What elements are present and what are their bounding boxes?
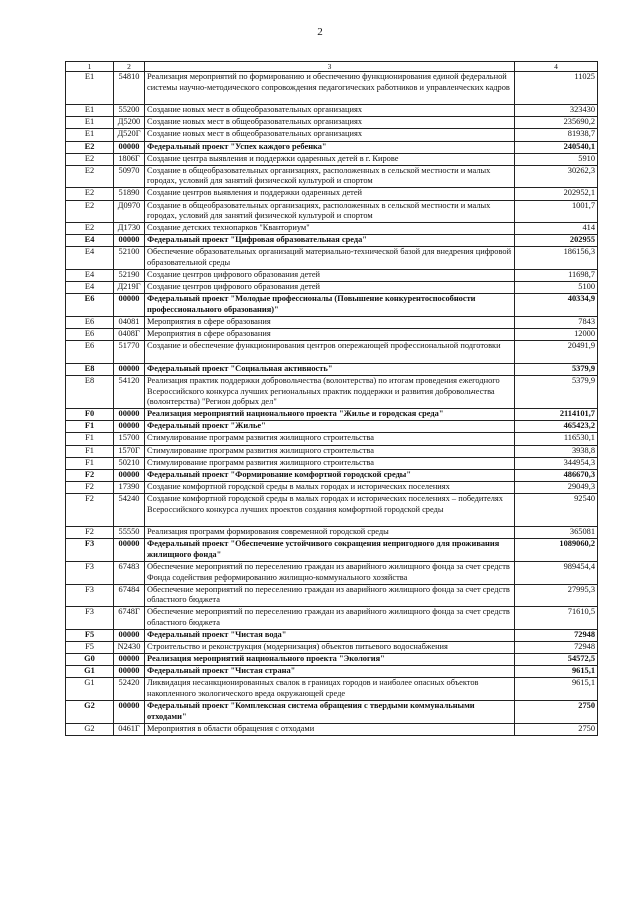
row-subcode: 50210 xyxy=(114,457,145,469)
row-amount: 72948 xyxy=(515,630,598,642)
row-name: Ликвидация несанкционированных свалок в границах городов и наиболее опасных объектов накопленного экологического вреда окружающей среде xyxy=(145,678,515,701)
row-subcode: 00000 xyxy=(114,630,145,642)
table-row xyxy=(66,433,598,445)
row-name: Реализация мероприятий национального проекта "Экология" xyxy=(145,654,515,666)
row-subcode: 55200 xyxy=(114,105,145,117)
row-code: E1 xyxy=(66,105,114,117)
table-row xyxy=(66,723,598,735)
table-row xyxy=(66,469,598,481)
budget-table xyxy=(65,61,598,736)
row-amount: 5100 xyxy=(515,282,598,294)
row-code: E6 xyxy=(66,329,114,341)
row-name: Обеспечение мероприятий по переселению граждан из аварийного жилищного фонда за счет средств областного бюджета xyxy=(145,607,515,630)
row-name: Обеспечение мероприятий по переселению граждан из аварийного жилищного фонда за счет средств Фонда содействия реформированию жилищно-коммунального хозяйства xyxy=(145,561,515,584)
table-row xyxy=(66,493,598,526)
table-row xyxy=(66,630,598,642)
table-row xyxy=(66,666,598,678)
row-name: Создание новых мест в общеобразовательных организациях xyxy=(145,117,515,129)
table-row xyxy=(66,654,598,666)
row-code: G0 xyxy=(66,654,114,666)
table-row xyxy=(66,527,598,539)
page-number: 2 xyxy=(317,26,323,38)
row-code: E1 xyxy=(66,117,114,129)
row-subcode: Д0970 xyxy=(114,200,145,223)
row-subcode: 6748Г xyxy=(114,607,145,630)
row-subcode: N2430 xyxy=(114,642,145,654)
row-name: Стимулирование программ развития жилищного строительства xyxy=(145,457,515,469)
column-number-1: 1 xyxy=(66,62,114,72)
table-row xyxy=(66,105,598,117)
row-name: Федеральный проект "Молодые профессионалы (Повышение конкурентоспособности профессионального образования)" xyxy=(145,294,515,317)
table-row xyxy=(66,701,598,724)
table-row xyxy=(66,539,598,562)
row-name: Создание в общеобразовательных организациях, расположенных в сельской местности и малых городах, условий для занятий физической культурой и спортом xyxy=(145,200,515,223)
row-code: E4 xyxy=(66,235,114,247)
row-amount: 2114101,7 xyxy=(515,409,598,421)
row-name: Создание центров цифрового образования детей xyxy=(145,282,515,294)
row-code: E6 xyxy=(66,294,114,317)
row-code: E4 xyxy=(66,282,114,294)
table-row xyxy=(66,457,598,469)
table-row xyxy=(66,129,598,141)
row-name: Строительство и реконструкция (модернизация) объектов питьевого водоснабжения xyxy=(145,642,515,654)
row-amount: 5379,9 xyxy=(515,375,598,408)
row-subcode: 67484 xyxy=(114,584,145,607)
row-name: Создание комфортной городской среды в малых городах и исторических поселениях xyxy=(145,481,515,493)
row-amount: 116530,1 xyxy=(515,433,598,445)
row-name: Мероприятия в сфере образования xyxy=(145,329,515,341)
row-code: E6 xyxy=(66,341,114,364)
row-name: Федеральный проект "Успех каждого ребенка" xyxy=(145,141,515,153)
row-subcode: 1806Г xyxy=(114,153,145,165)
row-code: E1 xyxy=(66,72,114,105)
row-code: F5 xyxy=(66,630,114,642)
row-code: G1 xyxy=(66,666,114,678)
column-number-row xyxy=(66,62,598,72)
row-amount: 486670,3 xyxy=(515,469,598,481)
row-amount: 5910 xyxy=(515,153,598,165)
row-subcode: Д5200 xyxy=(114,117,145,129)
row-amount: 2750 xyxy=(515,701,598,724)
row-name: Обеспечение мероприятий по переселению граждан из аварийного жилищного фонда за счет средств областного бюджета xyxy=(145,584,515,607)
table-row xyxy=(66,678,598,701)
table-row xyxy=(66,421,598,433)
row-code: F1 xyxy=(66,421,114,433)
row-subcode: 00000 xyxy=(114,421,145,433)
table-row xyxy=(66,481,598,493)
row-amount: 465423,2 xyxy=(515,421,598,433)
row-subcode: 50970 xyxy=(114,165,145,188)
row-subcode: 54120 xyxy=(114,375,145,408)
row-amount: 72948 xyxy=(515,642,598,654)
row-amount: 9615,1 xyxy=(515,666,598,678)
row-amount: 92540 xyxy=(515,493,598,526)
row-code: G2 xyxy=(66,701,114,724)
row-subcode: 54810 xyxy=(114,72,145,105)
row-subcode: 00000 xyxy=(114,539,145,562)
row-subcode: 00000 xyxy=(114,363,145,375)
row-code: F3 xyxy=(66,607,114,630)
row-name: Создание новых мест в общеобразовательных организациях xyxy=(145,129,515,141)
row-amount: 202955 xyxy=(515,235,598,247)
row-code: F1 xyxy=(66,433,114,445)
row-name: Мероприятия в области обращения с отходами xyxy=(145,723,515,735)
row-subcode: 1570Г xyxy=(114,445,145,457)
table-row xyxy=(66,247,598,270)
row-amount: 202952,1 xyxy=(515,188,598,200)
table-row xyxy=(66,375,598,408)
row-code: F2 xyxy=(66,481,114,493)
row-name: Федеральный проект "Формирование комфортной городской среды" xyxy=(145,469,515,481)
row-code: F2 xyxy=(66,493,114,526)
row-subcode: 67483 xyxy=(114,561,145,584)
table-row xyxy=(66,141,598,153)
row-amount: 9615,1 xyxy=(515,678,598,701)
row-amount: 81938,7 xyxy=(515,129,598,141)
row-subcode: 00000 xyxy=(114,701,145,724)
row-amount: 40334,9 xyxy=(515,294,598,317)
table-row xyxy=(66,117,598,129)
row-name: Федеральный проект "Жилье" xyxy=(145,421,515,433)
row-subcode: Д1730 xyxy=(114,223,145,235)
row-name: Создание центров цифрового образования детей xyxy=(145,270,515,282)
row-amount: 1089060,2 xyxy=(515,539,598,562)
row-name: Создание центра выявления и поддержки одаренных детей в г. Кирове xyxy=(145,153,515,165)
row-subcode: 52190 xyxy=(114,270,145,282)
row-name: Создание комфортной городской среды в малых городах и исторических поселениях – победителях Всероссийского конкурса лучших проектов создания комфортной городской среды xyxy=(145,493,515,526)
row-name: Федеральный проект "Обеспечение устойчивого сокращения непригодного для проживания жилищного фонда" xyxy=(145,539,515,562)
table-row xyxy=(66,561,598,584)
table-row xyxy=(66,188,598,200)
row-subcode: 00000 xyxy=(114,141,145,153)
row-subcode: 54240 xyxy=(114,493,145,526)
row-amount: 11698,7 xyxy=(515,270,598,282)
table-row xyxy=(66,363,598,375)
row-amount: 3938,8 xyxy=(515,445,598,457)
row-code: E8 xyxy=(66,363,114,375)
row-code: E8 xyxy=(66,375,114,408)
row-code: F3 xyxy=(66,584,114,607)
row-code: F1 xyxy=(66,457,114,469)
table-row xyxy=(66,223,598,235)
row-subcode: 15700 xyxy=(114,433,145,445)
row-subcode: 00000 xyxy=(114,235,145,247)
table-row xyxy=(66,445,598,457)
row-amount: 235690,2 xyxy=(515,117,598,129)
row-code: E4 xyxy=(66,247,114,270)
table-row xyxy=(66,72,598,105)
row-subcode: 0461Г xyxy=(114,723,145,735)
row-code: F3 xyxy=(66,539,114,562)
row-amount: 365081 xyxy=(515,527,598,539)
row-amount: 20491,9 xyxy=(515,341,598,364)
row-code: F2 xyxy=(66,469,114,481)
row-code: E2 xyxy=(66,141,114,153)
row-name: Создание детских технопарков "Кванториум" xyxy=(145,223,515,235)
row-name: Федеральный проект "Комплексная система обращения с твердыми коммунальными отходами" xyxy=(145,701,515,724)
row-amount: 12000 xyxy=(515,329,598,341)
row-code: F2 xyxy=(66,527,114,539)
table-row xyxy=(66,341,598,364)
row-subcode: 51770 xyxy=(114,341,145,364)
row-amount: 71610,5 xyxy=(515,607,598,630)
row-code: E4 xyxy=(66,270,114,282)
table-row xyxy=(66,294,598,317)
row-name: Создание центров выявления и поддержки одаренных детей xyxy=(145,188,515,200)
row-amount: 989454,4 xyxy=(515,561,598,584)
row-subcode: 55550 xyxy=(114,527,145,539)
row-name: Мероприятия в сфере образования xyxy=(145,316,515,328)
row-amount: 2750 xyxy=(515,723,598,735)
row-name: Стимулирование программ развития жилищного строительства xyxy=(145,445,515,457)
row-name: Создание новых мест в общеобразовательных организациях xyxy=(145,105,515,117)
table-row xyxy=(66,282,598,294)
row-code: F0 xyxy=(66,409,114,421)
row-amount: 1001,7 xyxy=(515,200,598,223)
table-row xyxy=(66,607,598,630)
row-amount: 27995,3 xyxy=(515,584,598,607)
row-subcode: 52420 xyxy=(114,678,145,701)
row-code: G2 xyxy=(66,723,114,735)
row-name: Реализация мероприятий по формированию и обеспечению функционирования единой федеральной системы научно-методического сопровождения педагогических работников и управленческих кадров xyxy=(145,72,515,105)
row-subcode: 00000 xyxy=(114,469,145,481)
table-row xyxy=(66,409,598,421)
row-name: Реализация практик поддержки добровольчества (волонтерства) по итогам проведения ежегодного Всероссийского конкурса лучших региональных практик поддержки и развития добровольчества (волонтерства) "Регион добрых дел" xyxy=(145,375,515,408)
row-code: E1 xyxy=(66,129,114,141)
row-amount: 414 xyxy=(515,223,598,235)
table-row xyxy=(66,270,598,282)
row-amount: 5379,9 xyxy=(515,363,598,375)
row-name: Федеральный проект "Цифровая образовательная среда" xyxy=(145,235,515,247)
row-name: Создание в общеобразовательных организациях, расположенных в сельской местности и малых городах, условий для занятий физической культурой и спортом xyxy=(145,165,515,188)
row-code: F3 xyxy=(66,561,114,584)
row-name: Реализация мероприятий национального проекта "Жилье и городская среда" xyxy=(145,409,515,421)
table-row xyxy=(66,329,598,341)
table-row xyxy=(66,642,598,654)
column-number-3: 3 xyxy=(145,62,515,72)
row-subcode: 00000 xyxy=(114,294,145,317)
row-name: Создание и обеспечение функционирования центров опережающей профессиональной подготовки xyxy=(145,341,515,364)
table-row xyxy=(66,316,598,328)
row-amount: 186156,3 xyxy=(515,247,598,270)
row-amount: 29049,3 xyxy=(515,481,598,493)
row-subcode: 0408Г xyxy=(114,329,145,341)
row-code: E2 xyxy=(66,223,114,235)
row-amount: 30262,3 xyxy=(515,165,598,188)
column-number-2: 2 xyxy=(114,62,145,72)
row-name: Федеральный проект "Чистая страна" xyxy=(145,666,515,678)
table-row xyxy=(66,165,598,188)
row-subcode: 04081 xyxy=(114,316,145,328)
row-subcode: 00000 xyxy=(114,654,145,666)
row-amount: 11025 xyxy=(515,72,598,105)
row-subcode: 00000 xyxy=(114,409,145,421)
table-body xyxy=(66,62,598,736)
column-number-4: 4 xyxy=(515,62,598,72)
row-code: F1 xyxy=(66,445,114,457)
row-code: G1 xyxy=(66,678,114,701)
table-row xyxy=(66,584,598,607)
row-code: E2 xyxy=(66,200,114,223)
row-name: Стимулирование программ развития жилищного строительства xyxy=(145,433,515,445)
table-row xyxy=(66,200,598,223)
row-amount: 7843 xyxy=(515,316,598,328)
row-subcode: 00000 xyxy=(114,666,145,678)
row-subcode: 52100 xyxy=(114,247,145,270)
row-name: Обеспечение образовательных организаций материально-технической базой для внедрения цифровой образовательной среды xyxy=(145,247,515,270)
row-name: Реализация программ формирования современной городской среды xyxy=(145,527,515,539)
row-code: E2 xyxy=(66,153,114,165)
row-subcode: 51890 xyxy=(114,188,145,200)
row-code: E2 xyxy=(66,165,114,188)
table-row xyxy=(66,153,598,165)
row-name: Федеральный проект "Чистая вода" xyxy=(145,630,515,642)
row-amount: 344954,3 xyxy=(515,457,598,469)
row-amount: 54572,5 xyxy=(515,654,598,666)
row-subcode: Д520Г xyxy=(114,129,145,141)
row-name: Федеральный проект "Социальная активность" xyxy=(145,363,515,375)
row-code: F5 xyxy=(66,642,114,654)
row-subcode: Д219Г xyxy=(114,282,145,294)
table-row xyxy=(66,235,598,247)
row-subcode: 17390 xyxy=(114,481,145,493)
row-amount: 240540,1 xyxy=(515,141,598,153)
row-code: E2 xyxy=(66,188,114,200)
row-amount: 323430 xyxy=(515,105,598,117)
row-code: E6 xyxy=(66,316,114,328)
